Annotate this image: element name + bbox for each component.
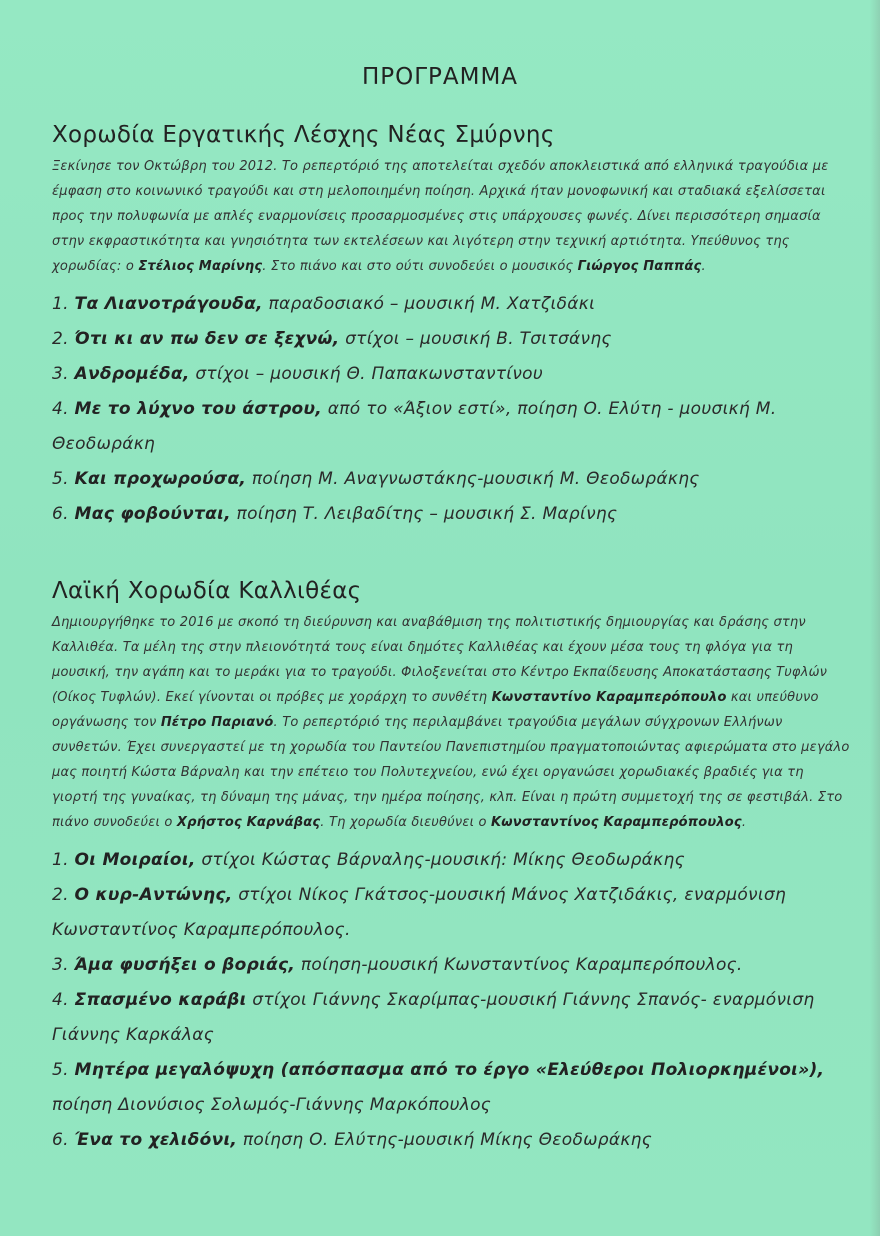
song-credits: ποίηση Ο. Ελύτης-μουσική Μίκης Θεοδωράκης — [237, 1130, 653, 1150]
choir-2-description — [52, 610, 852, 835]
song-credits: παραδοσιακό – μουσική Μ. Χατζιδάκι — [262, 294, 596, 314]
choir-2-conductor: Κωνσταντίνο Καραμπερόπουλο — [491, 690, 727, 705]
song-item — [52, 497, 852, 532]
song-title: Και προχωρούσα, — [74, 469, 247, 489]
song-number: 6. — [52, 504, 69, 524]
choir-2-desc-part: . Το ρεπερτόριό της περιλαμβάνει τραγούδια μεγάλων σύγχρονων Ελλήνων συνθετών. Έχει συνεργαστεί με τη χορωδία του Παντείου Πανεπιστημίου πραγματοποιώντας αφιερώματα στο μεγάλο μας ποιητή Κώστα Βάρναλη και την επέτειο του Πολυτεχνείου, ενώ έχει οργανώσει χορωδιακές βραδιές για τη γιορτή της γυναίκας, τη δύναμη της μάνας, την ημέρα ποίησης, κλπ. Είναι η πρώτη συμμετοχή της σε φεστιβάλ. Στο πιάνο συνοδεύει ο — [52, 715, 850, 830]
choir-2-desc-part: . Τη χορωδία διευθύνει ο — [320, 815, 491, 830]
choir-1-song-list — [52, 287, 852, 532]
song-title: Μας φοβούνται, — [74, 504, 231, 524]
choir-section-1 — [52, 122, 852, 532]
choir-1-accompanist: Γιώργος Παππάς — [577, 259, 702, 274]
choir-2-desc-part: και υπεύθυνο οργάνωσης τον — [52, 690, 819, 730]
choir-2-pianist: Χρήστος Καρνάβας — [176, 815, 321, 830]
song-credits: στίχοι Κώστας Βάρναλης-μουσική: Μίκης Θεοδωράκης — [195, 850, 685, 870]
song-number: 5. — [52, 469, 69, 489]
song-title: Οι Μοιραίοι, — [74, 850, 196, 870]
choir-1-director: Στέλιος Μαρίνης — [138, 259, 263, 274]
song-item — [52, 287, 852, 322]
song-item — [52, 1123, 852, 1158]
song-number: 2. — [52, 885, 69, 905]
song-credits: στίχοι Γιάννης Σκαρίμπας-μουσική Γιάννης Σπανός- εναρμόνιση Γιάννης Καρκάλας — [52, 990, 815, 1045]
song-title: Σπασμένο καράβι — [74, 990, 247, 1010]
program-title: ΠΡΟΓΡΑΜΜΑ — [361, 64, 519, 90]
song-credits: στίχοι – μουσική Β. Τσιτσάνης — [339, 329, 612, 349]
choir-1-heading: Χορωδία Εργατικής Λέσχης Νέας Σμύρνης — [52, 122, 555, 148]
choir-2-desc-part: Δημιουργήθηκε το 2016 με σκοπό τη διεύρυνση και αναβάθμιση της πολιτιστικής δημιουργίας και δράσης στην Καλλιθέα. Τα μέλη της στην πλειονότητά τους είναι δημότες Καλλιθέας και έχουν μέσα τους τη φλόγα για τη μουσική, την αγάπη και το μεράκι για το τραγούδι. Φιλοξενείται στο Κέντρο Εκπαίδευσης Αποκατάστασης Τυφλών (Οίκος Τυφλών). Εκεί γίνονται οι πρόβες με χοράρχη το συνθέτη — [52, 615, 828, 705]
choir-1-desc-part: . — [701, 259, 706, 274]
song-title: Με το λύχνο του άστρου, — [74, 399, 323, 419]
choir-2-desc-part: . — [741, 815, 747, 830]
choir-2-organizer: Πέτρο Παριανό — [160, 715, 274, 730]
song-number: 1. — [52, 850, 69, 870]
song-title: Τα Λιανοτράγουδα, — [74, 294, 263, 314]
song-item — [52, 322, 852, 357]
choir-2-director: Κωνσταντίνος Καραμπερόπουλος — [491, 815, 742, 830]
song-number: 2. — [52, 329, 69, 349]
choir-1-desc-part: . Στο πιάνο και στο ούτι συνοδεύει ο μουσικός — [262, 259, 578, 274]
song-item — [52, 357, 852, 392]
song-number: 4. — [52, 399, 69, 419]
choir-1-desc-part: Ξεκίνησε τον Οκτώβρη του 2012. Το ρεπερτόριό της αποτελείται σχεδόν αποκλειστικά από ελληνικά τραγούδια με έμφαση στο κοινωνικό τραγούδι και στη μελοποιημένη ποίηση. Αρχικά ήταν μονοφωνική και σταδιακά εξελίσσεται προς την πολυφωνία με απλές εναρμονίσεις προσαρμοσμένες στις υπάρχουσες φωνές. Δίνει περισσότερη σημασία στην εκφραστικότητα και γνησιότητα των εκτελέσεων και λιγότερη στην τεχνική αρτιότητα. Υπεύθυνος της χορωδίας: ο — [52, 159, 829, 274]
song-number: 3. — [52, 364, 69, 384]
song-number: 3. — [52, 955, 69, 975]
song-credits: ποίηση Τ. Λειβαδίτης – μουσική Σ. Μαρίνης — [230, 504, 618, 524]
song-credits: ποίηση Διονύσιος Σολωμός-Γιάννης Μαρκόπουλος — [52, 1095, 492, 1115]
song-credits: ποίηση Μ. Αναγνωστάκης-μουσική Μ. Θεοδωράκης — [246, 469, 700, 489]
choir-2-song-list — [52, 843, 852, 1158]
choir-1-description — [52, 154, 852, 279]
page-edge-shadow — [870, 0, 880, 1236]
song-item — [52, 843, 852, 878]
song-title: Ο κυρ-Αντώνης, — [74, 885, 233, 905]
song-number: 6. — [52, 1130, 69, 1150]
song-item — [52, 983, 852, 1053]
song-item — [52, 878, 852, 948]
song-item — [52, 1053, 852, 1123]
song-title: Μητέρα μεγαλόψυχη (απόσπασμα από το έργο «Ελεύθεροι Πολιορκημένοι»), — [74, 1060, 825, 1080]
choir-2-heading: Λαϊκή Χορωδία Καλλιθέας — [52, 578, 362, 604]
song-credits: στίχοι Νίκος Γκάτσος-μουσική Μάνος Χατζιδάκις, εναρμόνιση Κωνσταντίνος Καραμπερόπουλος. — [52, 885, 787, 940]
song-number: 1. — [52, 294, 69, 314]
song-item — [52, 948, 852, 983]
song-item — [52, 392, 852, 462]
song-item — [52, 462, 852, 497]
choir-section-2 — [52, 578, 852, 1158]
song-credits: από το «Άξιον εστί», ποίηση Ο. Ελύτη - μουσική Μ. Θεοδωράκη — [52, 399, 777, 454]
song-title: Ανδρομέδα, — [74, 364, 190, 384]
song-title: Άμα φυσήξει ο βοριάς, — [74, 955, 296, 975]
song-title: Ότι κι αν πω δεν σε ξεχνώ, — [74, 329, 340, 349]
song-number: 4. — [52, 990, 69, 1010]
song-credits: στίχοι – μουσική Θ. Παπακωνσταντίνου — [189, 364, 543, 384]
song-credits: ποίηση-μουσική Κωνσταντίνος Καραμπερόπουλος. — [295, 955, 743, 975]
song-title: Ένα το χελιδόνι, — [74, 1130, 238, 1150]
song-number: 5. — [52, 1060, 69, 1080]
